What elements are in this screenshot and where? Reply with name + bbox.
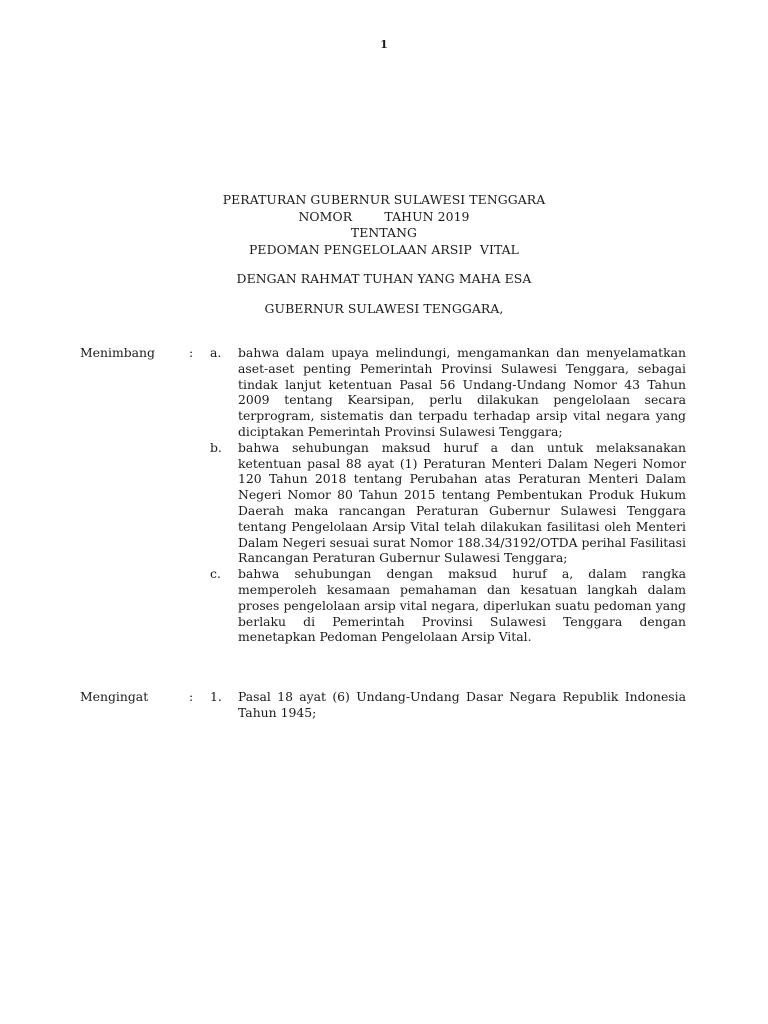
item-text: bahwa sehubungan dengan maksud huruf a, dalam rangka memperoleh kesamaan pemahaman dan kesatuan langkah dalam proses pengelolaan arsip vital negara, diperlukan suatu pedoman yang berlaku di Pemerintah Provinsi Sulawesi Tenggara dengan menetapkan Pedoman Pengelolaan Arsip Vital. [238,566,686,645]
title-line-regulation: PERATURAN GUBERNUR SULAWESI TENGGARA [222,192,546,207]
item-text: Pasal 18 ayat (6) Undang-Undang Dasar Negara Republik Indonesia Tahun 1945; [238,689,686,720]
item-marker: c. [210,566,221,582]
title-line-governor: GUBERNUR SULAWESI TENGGARA, [264,300,504,316]
list-item [80,345,686,440]
page-number: 1 [380,38,388,51]
item-text: bahwa dalam upaya melindungi, mengamankan dan menyelamatkan aset-aset penting Pemerintah Provinsi Sulawesi Tenggara, sebagai tindak lanjut ketentuan Pasal 56 Undang-Undang Nomor 43 Tahun 2009 tentang Kearsipan, perlu dilakukan pengelolaan secara terprogram, sistematis dan terpadu terhadap arsip vital negara yang diciptakan Pemerintah Provinsi Sulawesi Tenggara; [238,345,686,439]
section-mengingat [80,689,686,721]
item-marker: a. [210,345,222,360]
title-line-preamble: DENGAN RAHMAT TUHAN YANG MAHA ESA [236,271,532,286]
list-item [80,440,686,566]
title-line-number: NOMOR TAHUN 2019 [298,208,470,224]
item-marker: 1. [210,689,222,704]
list-item [80,566,686,645]
title-line-tentang: TENTANG [350,225,418,240]
title-line-subject: PEDOMAN PENGELOLAAN ARSIP VITAL [248,241,520,257]
section-colon: : [189,689,194,704]
section-label: Mengingat [80,689,149,704]
section-menimbang [80,345,686,645]
regulation-title-block [0,192,768,317]
list-item [80,689,686,721]
section-label: Menimbang [80,345,155,360]
section-colon: : [189,345,194,360]
item-text: bahwa sehubungan maksud huruf a dan untuk melaksanakan ketentuan pasal 88 ayat (1) Peraturan Menteri Dalam Negeri Nomor 120 Tahun 2018 tentang Perubahan atas Peraturan Menteri Dalam Negeri Nomor 80 Tahun 2015 tentang Pembentukan Produk Hukum Daerah maka rancangan Peraturan Gubernur Sulawesi Tenggara tentang Pengelolaan Arsip Vital telah dilakukan fasilitasi oleh Menteri Dalam Negeri sesuai surat Nomor 188.34/3192/OTDA perihal Fasilitasi Rancangan Peraturan Gubernur Sulawesi Tenggara; [238,439,686,566]
item-marker: b. [210,439,222,455]
